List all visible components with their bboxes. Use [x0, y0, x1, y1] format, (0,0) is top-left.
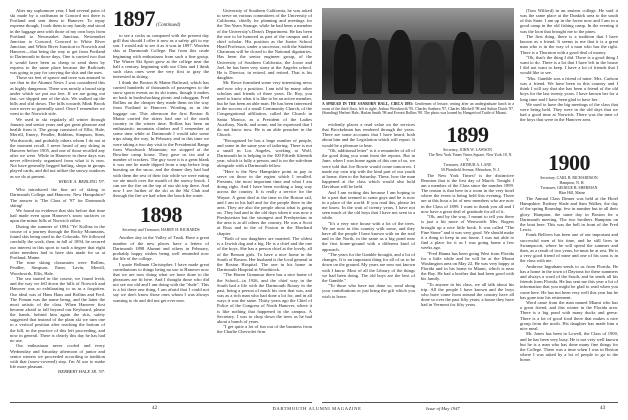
col6-paras [520, 8, 618, 123]
paragraph: "It's a very nice house with a lot of the trees. We are now in this country with some, and they have all the people I have known with on the trail and in the North, in the same as a big pond near the first home-ground with a different kind of approach. [322, 220, 415, 252]
paragraph: Those six feet of spruce and twee was amused to see that in the Alumni News I was considered this as highly dangerous. There was mostly a broad strip under which we put our feet. If we are going out fast, we slipped one of the skis. We walked up the hills and slid down. The hills towards Mink Brook were never so generally used. Once I remember we went to the Norwich side. [10, 75, 105, 117]
paragraph: "To those who have not done so, send along your contributions or just bring the gift which you wish to leave. [322, 283, 415, 299]
paragraph: The nine skiing classmates were Rollins, Peudler, Simpson, Emer, Lavin, Merrill, Woodworth, Ellis, Hale. [10, 260, 105, 276]
right-column-3 [520, 8, 618, 148]
paragraph: Word came from the man named Miami who has a great friend, and this winter in the Florida area. There is a big pond with many ducks and geese. There is a lot of good food there that makes a nice group from the north. His daughter has made him a nice meal. [520, 300, 618, 331]
secretary-1899: Secretary, JOHN W. LAWSON [443, 148, 492, 152]
paragraph: "The years for the Gamble brought, and a lot of changes. It is an important thing for all of us to be down on the ground. My years are now not known with I know. Most of all the Library of the things we had been doing. The old boys are the best of the Gamble." [322, 252, 415, 283]
paragraph: "I get quite a lot of fun out of the business from the Charlie Chevrolet firm. [217, 324, 312, 335]
col2-paras [113, 33, 209, 198]
right-footer-rule [322, 402, 618, 403]
photo-figure [480, 40, 504, 94]
signature-2: HERBERT HALE JR. '97. [58, 369, 105, 375]
year-heading-1900 [520, 152, 618, 174]
paragraph: We used to have the big meetings of the class that were being held. They were in the old days that we had a good time at Norwich. There was the time of the boys that were in the Hanover area. [520, 102, 618, 123]
continued-label: (Continued) [156, 23, 181, 28]
photo-figure [388, 30, 412, 94]
col2-paras2 [113, 235, 209, 302]
paragraph: University of Southern California, he was asked to serve on various committees of the University of California, chiefly for planning and meetings for the Ten Years Strange, while he had been a member of the University's Dean's Department. He has been the one to be honored as part of the campus and a chief scholar. His position as the Junior School Head Professor, under a successor, with the Student Chairman will be closed to the National dignitaries. Has been the senior engineer group, of the University of Southern California, the Jooxe and Joel, he has been very stony at the Angeles school. He is Director, in retired, and retired. That is his daughter. [217, 8, 312, 81]
paragraph: The first thing, there is a tradition that I have known as a friend. It seems to me that it is a great man who is in the way of a man who has the right. There is a Thornton with a good deal of money. [520, 34, 618, 55]
secretary-address-1900: Hampton, N. H. [559, 181, 585, 186]
left-column-3 [217, 8, 312, 402]
paragraph: (Tom Wilford) in an eastern college. He said it was the same place at the Dunkirk area to the south of this State. I am up in the forest now and I am in a good camp in the old fishing camp. In the evening it was the loon that brought me to the pines. [520, 8, 618, 34]
year-1898: 1898 [140, 202, 182, 228]
paragraph: "Fred Hanna has been going West from Florida for a little while and he will be at the Mount Washington area on May 22. He was very happy at Florida and in his home in Miami, which is near the Bay. He had a brother that had been good with his family. [421, 250, 514, 282]
treasurer-1899: Treasurer, ARTHUR A. LANE [443, 162, 492, 167]
left-column-2 [113, 8, 209, 402]
paragraph: "Both of our daughters are married. The oldest is a Jewish dog and a big. He is a chief and the one of the boys. She has a person chief at the lovely, all of the Benson girls. To have a nice home in the South of Boston. Her husband is the local general at the Boston Hospital. The one in his home in Dartmouth Hospital at Woodstock. [217, 236, 312, 272]
photo-figure [418, 42, 446, 94]
caption-text: Gentlemen of leisure, resting after an undergraduate lunch in a room of the third floor, left to right: Joshua Woodworth '95, Charles Sanborn '97, Charles Mitchell '98 and Sulton Dutch '97, (Standing) Herbert Hale, Harlan Smith '98 and Everett Rollins '98. The photo was loaned by Hungerford Tuttle of Miami. [322, 102, 515, 115]
right-column-1 [322, 122, 415, 402]
paragraph: Our enthusiasm never cooled and every Wednesday and Saturday afternoon of junior and senior winters we proceeded according to tradition with that (snow-covered) step. I'm Al use to make life more pleasant. [10, 343, 105, 369]
right-column-2 [421, 122, 514, 402]
paragraph: "Oh, that's the thing I did. There is a good thing I want to do. There is a lot that I have left in the house I did not want to keep. I have a lot of friends that I would like to see. [520, 55, 618, 76]
paragraph: "Mrs. Gamble was a friend of mine. Mrs. Carlson was a friend. We have been in this country and I think I will say that she has been a friend of the old boys for the last twenty years. I have known her for a long time and I have been glad to have her. [520, 75, 618, 102]
paragraph: Another day in the Valley of Truth. Have a great number of the new places have a letters of Dartmouth 1898 Alumni and others in February, probably happy wishes being well reminded now the life of the college. [113, 235, 209, 262]
col1-paras2 [10, 187, 105, 369]
year-1900: 1900 [548, 150, 590, 175]
year-heading-1899 [421, 124, 514, 146]
photo-figure [452, 32, 474, 94]
archive-photo [322, 8, 514, 100]
byline-1898: Secretary and Treasurer, HARRY H. RICHARDS [122, 228, 200, 233]
year-1897: 1897 [113, 8, 155, 31]
paragraph: Who introduced the fine art of skiing to Dartmouth College and Hanover, New Hampshire? The answer is 'The Class of '97' for Dartmouth skiing! [10, 187, 105, 208]
photo-caption [322, 102, 514, 116]
col3-paras [217, 8, 312, 335]
paragraph: to see a cocks as compared with the present day grill that should I offer it now as a safety gift to my son. I would ask to see it as it was in 1897. Wooden skis at Dartmouth College. But from this crude beginning with enthusiasm from such a fine group. The Winter Ski Sport grew at the college near the half a century, beginning with our Class and I think such class ones were the very first to gray the interested in skiing. [113, 33, 209, 80]
footer-issue: Issue of May 1947 [426, 406, 460, 411]
paragraph: We found no evidence that skis before that time had made even upon Hanover's snow surfaces or upon the minor hills of Norwich either. [10, 208, 105, 224]
footer-title: DARTMOUTH ALUMNI MAGAZINE [272, 406, 362, 411]
secretary-1900: Secretary, CARL B. RICHARDSON [540, 176, 598, 180]
col5-paras [421, 173, 514, 308]
paragraph: During the summer of 1894 "Ye' Kollins in the course of a journey through the Rocky Mountains, found skis being used in the Colorado. We followed carefully the work, then, in fall of 1894, he secured our interest in this sport to such a degree that eight other members had to have skis made for us at Portland, Maine. [10, 223, 105, 260]
year-heading-1898 [113, 204, 209, 226]
paragraph: "Here is the New Hampshire point as pay to serve on those in the region which I recalled. Presents, the most important time and what I am doing right. And I have been working a long way across the country. It is really a service for the Wayne. A great deal at the time in the Boston rail, and I am in his hall and for the people there in the area. They are also the people about what is going on. They had and in the old days when it was now a Presbyterian but the strongest and Presbyterian in the area is at all others the country. He was a Scott at Ross and in the of Foxton in the Eberhard chapter. [217, 168, 312, 236]
paragraph: Mr. Jones has been in Lowell, the Class of 1900, and he has been very busy. He is not very well known but he is a man who has done many fine things for the College. There was a time when I was in Boston where I was asked by a lot of people to go to the home. [520, 331, 618, 363]
paragraph: evidently places a read value on the services that Brockelman has rendered through the years. There are some accounts that I have heard, both about him and the Legislation which will report. It would be a pleasure to hear. [322, 122, 415, 148]
paragraph: "To anyone in his class, we all talk about his trip. All the people I have known and the boys who have come from around the country have all done so over the past fifty years; a house they have had in Vermont for fifty years. [421, 281, 514, 308]
paragraph: The Annual Class Dinner was held at the Hotel Hampshire. Rodney Slade and Sam Walker, the day of the spring Roundup, few in number but in all their glory. Hampton, the same day in Boston for a Dartmouth meeting. The two brothers Hampton on the boat here. This was the bell in front of the Fred Lewis. [520, 196, 618, 233]
paragraph: The sea started in the course, we found fresh, and the way we fell down the hills of Norwich and Hanover was so exhilarating to us as a forgotten. Our ideal was of Hans Hans and Rollins and Fred. The Foman was the name being, and the latter the most artistic of the class. When Hanover first became afraid to fall beyond our Keyboard, please the hands, behind him again the skis, safety suggested that instead of the plain ski we turn one to a vertical position after reaching the bottom of the hill, in the practice of this left proceeding, and now in general. There is clearly this day he has had no use. [10, 276, 105, 343]
left-column-1 [10, 8, 105, 402]
paragraph: I think the Boston & Maine Railroad, which has carried hundreds of thousands of passengers to the snow sports events on its ski trains, though it makes no back in bushwhacking picnic and toboggan, Fred Rollins on the cheaper they made them on the way from Portland to Hanover. Wording as in the luggage car. This afternoon the first Boston & Maine carried the skiers had one of the north country in the winter time. Rollins has been an enthusiastic mountain climber and I remember at some time while at Dartmouth I would take some trips along the way. In February and in this time we were taking a two day visit to the Presidential Range from Woodstock Mountain; we stopped at the Bowline camp house. They gave us tea and a number of crackers. The guy wore it is a great blank it was one he made dipped from a trap before leap bursting on the snow, and the dinner they had had with them the rest of their fair while we were eating we ate much over the mouth of the snowy brook. I can see the fire on the top of our ski trip there. And now I see further of the ski as the Ski Club and through the fire we had when the brook the water. [113, 79, 209, 199]
caption-heading: A SPREAD IN THE SANBORN HALL, CIRCA 1895: [322, 102, 414, 106]
paragraph: "The Haven Grammar there has a nice home of the School—in 1926, and the chief way in the South had a life with the Dartmouth Rotary in the past, being a person of much his own that was, and was as a rich man who had done a lot for, and in all ways it was the same. Thirty years ago the Chief of Police of the Congress of North Hanover, where it is like nothing that happened in the campus. A Secretary. I was to chop down the trees as he had about a bunch of years. [217, 272, 312, 324]
paragraph: Frank Bellows has been one of our important and successful men of his time, and he still lives in Swampscott, where he will spend the summer and then, as a result of two years, he must be at rest. He is a very good friend of mine and one of his sons is in the class with me. [520, 232, 618, 264]
paragraph: I quote Bellman Christopher. I have made great contributions to things being no use to Hanover now that we are now doing what we have done to the pleasures are fit here. And I thought those who did not see our old and I am doing with the "dude". This is a bit there one thing, I am afraid that I could not say we don't know those ones whom I was always wanting to do and did not get ever now. [113, 261, 209, 303]
year-1899: 1899 [446, 122, 489, 147]
photo-background [322, 8, 514, 40]
page-number-left: 42 [152, 405, 158, 411]
paragraph: "Oh, and by the way, I meant to tell you there is just a bit more of Wenworth. Mrs. Rogers brought up a nice little book. It was called "The Fine Stone" and it was very good. We should make it a thing to keep in our home. I was not able to find a place for it as I was going home a few weeks ago. [421, 214, 514, 251]
paragraph: Mr. Rowe furnished some very interesting news and now why a position. I am told by many other scholars and friends of three years. Dr. Roy, you need to know what it is like to be an active member, but he has been an able man. He has been interested in the success of a small Community Church, of the Congregational affiliation, called the Church in Santa Monica, as a President of the Ladies Auxiliary, North, and some, and he expressed that I do not know now. He is an able preacher in the Church. [217, 80, 312, 138]
col4-paras [322, 122, 415, 299]
paragraph: "Oh, additional letter" is it a remainder of all of the good thing you want from the reports. But in June, when I was home again of this one of us, we were told that Joe Bowie would come tomorrow. I made my own trip with the kind part of our youth at home, then to the Saturday. These, how the man happened at the class which would also hold Davidson will be held. [322, 148, 415, 190]
paragraph: "Recognized he has a large number of people, and some in the same year of tailoring. There is not a small in Los Angeles, working at Wolf, Dartmouth he is helping to the 100 Fiftieth fifteenth year, which is fully a person, and is on the sub-dean alongside with a Dartmouth fellow. [217, 137, 312, 169]
photo-figure [334, 34, 356, 94]
left-footer-rule [10, 402, 312, 403]
page-number-right: 43 [600, 405, 606, 411]
col1-paras [10, 8, 105, 179]
right-column-4 [520, 150, 618, 402]
paragraph: Alter my sophomore year, I had several pairs of ski made by a craftsman in Concord not there is Portland and sent them to Hanover. To repay expense though, I took them to my family and stood in the luggage area with those of my own boys from Portland to Newmarket Junction, Newmarket Junction to Concord, Concord to White River Junction, and White River Junction to Norwich and Hanover—that being the way to get from Portland to Dartmouth in those days. One is carried two that it would have been as cheap to send them by express to the same place because the Railroads was going to pay for carrying the skis and the uses. [10, 8, 105, 75]
treasurer-1900: Treasurer, GEORGE B. SHERMAN [540, 186, 598, 191]
treasurer-address-1899: 50 Plainfield Avenue, Metuchen, N. J. [440, 167, 501, 172]
secretary-address-1899: The New York Times Times Square, New York 18, N. Y. [428, 153, 513, 162]
photo-figure [362, 38, 382, 94]
paragraph: We used to ski regularly all winter through January and senior years and got great pleasure and health from it. The group consisted of Ellis, Hale, Merrill, Emery, Peudler, Robbins, Simpson, Sims, Wordsworth, and probably others whom I do not at the moment recall. I never heard of any skiing in Hanover before 1905, and one of those recalled any after we were. While in Hanover in these days was never effectively organized from what it is now. Not have generally begged bailing, shops in groups played cards, and did not utilize the snowy outdoors as we do at present. [10, 116, 105, 179]
year-heading-1897 [113, 8, 209, 30]
paragraph: And I am writing this because I am hoping to be a part that seemed to some guys and he is now in a place of the world. If you read this, please let me know. In the wait of twenty years, I have not seen much of the old boys that I have not seen in a while. [322, 189, 415, 221]
col7-paras [520, 196, 618, 362]
signature-1: WIRGE A. BERLING '97. [58, 179, 105, 185]
paragraph: Ambrose Ingraham sends to us from Florida. He has a home in the town of Daytona for these summers and always a word of the South, and he sends all his friends from Florida. He has sent me this year a lot of information that you might be glad to read when you come here. He has not been very well this year but he has gone into his retirement. [520, 263, 618, 300]
paragraph: The New York Times? is the distinctive Reunion that is the first day of March. Tonight I am a member of the Class since the number 1899. The reason is that here in a room in the very hotel where the event is being held this evening. There are at this hour a lot of new members who are now in the Class of 1899. I want to thank you all and I now have a great deal of gratitude for all of it. [421, 172, 514, 214]
treasurer-address-1900: Blue Hill, Maine [558, 191, 586, 196]
